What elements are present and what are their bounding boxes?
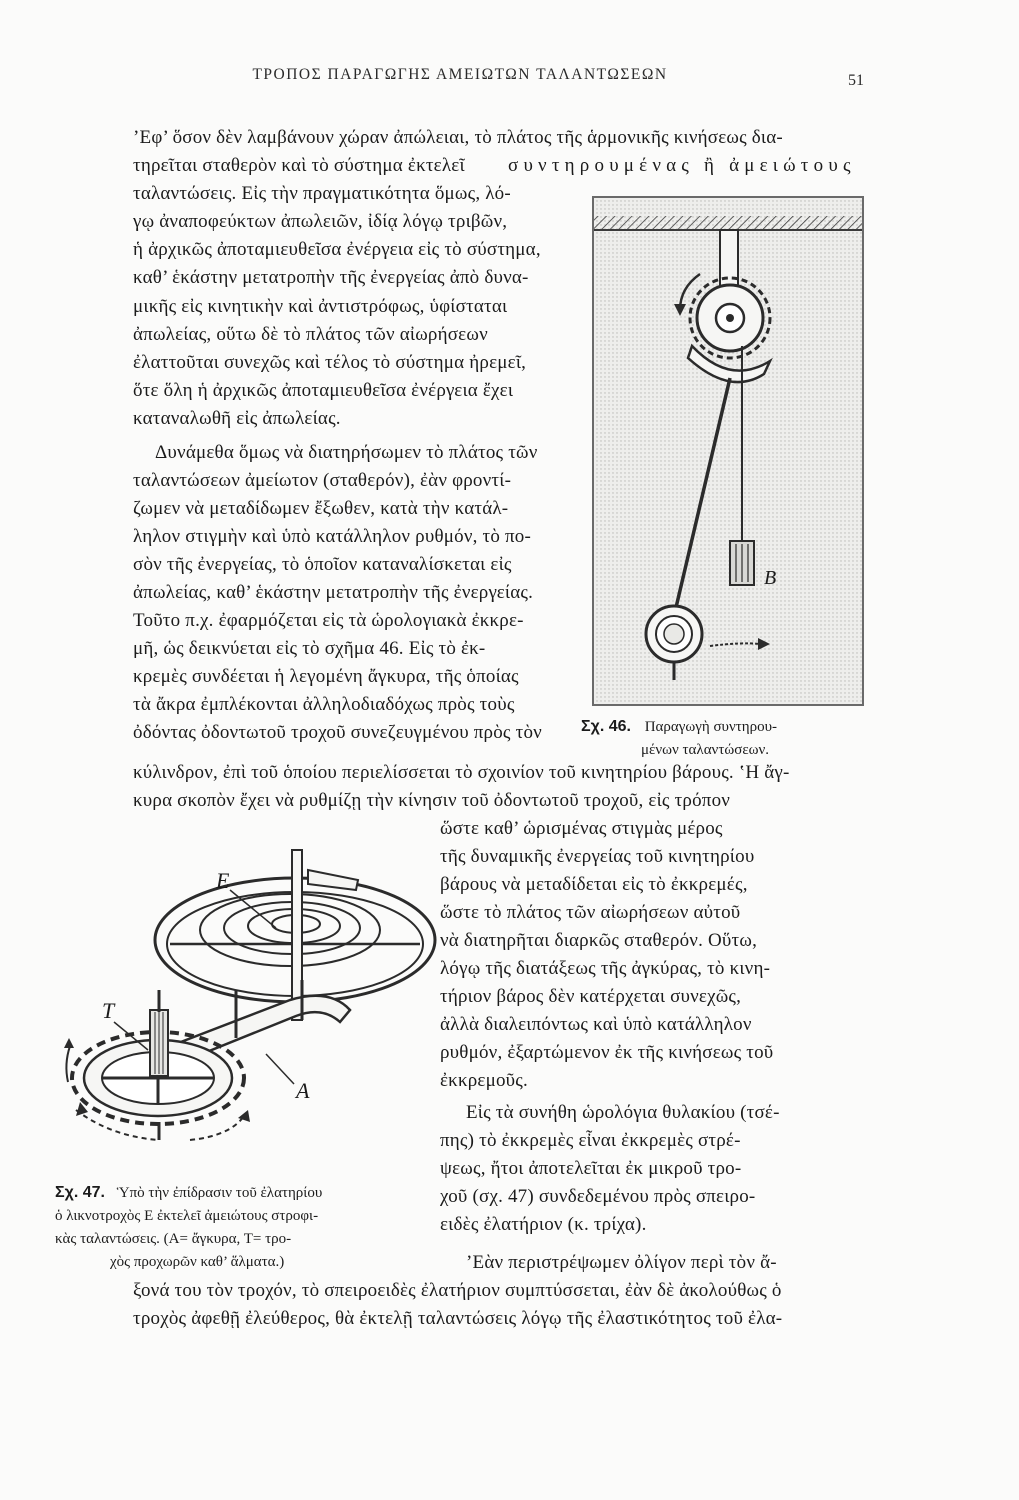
text-line: τηρεῖται σταθερὸν καὶ τὸ σύστημα ἐκτελεῖ [133,155,465,176]
text-line: ὀδόντας ὀδοντωτοῦ τροχοῦ συνεζευγμένου πρὸς τὸν [133,722,542,743]
text-line: νὰ διατηρῆται διαρκῶς σταθερόν. Οὕτω, [440,930,758,951]
text-line: τὰ ἄκρα ἐμπλέκονται ἀλληλοδιαδόχως πρὸς τοὺς [133,694,515,715]
text-line: γῳ ἀναποφεύκτων ἀπωλειῶν, ἰδίᾳ λόγῳ τριβῶν, [133,211,508,232]
text-line: ἀπωλείας, καθ’ ἑκάστην μετατροπὴν τῆς ἐνεργείας. [133,582,534,603]
text-line: Δυνάμεθα ὅμως νὰ διατηρήσωμεν τὸ πλάτος τῶν [155,442,538,463]
text-line: ταλαντώσεων ἀμείωτον (σταθερόν), ἐὰν φροντί- [133,470,512,491]
anchor-label: A [296,1078,310,1103]
text-line-emphasis: συντηρουμένας ἢ ἀμειώτους [508,155,856,176]
spring-label: E [216,868,230,893]
figure-46-number: Σχ. 46. [581,718,631,735]
figure-46-caption-line-1: Παραγωγὴ συντηρου- [644,719,778,735]
text-line: πης) τὸ ἐκκρεμὲς εἶναι ἐκκρεμὲς στρέ- [440,1130,741,1151]
weight-label: B [764,567,777,589]
text-line: μικῆς εἰς κινητικὴν καὶ ἀντιστρόφως, ὑφίσταται [133,296,508,317]
text-line: Εἰς τὰ συνήθη ὡρολόγια θυλακίου (τσέ- [466,1102,780,1123]
text-line: κύλινδρον, ἐπὶ τοῦ ὁποίου περιελίσσεται τὸ σχοινίον τοῦ κινητηρίου βάρους. ‛Η ἄγ- [133,762,790,783]
text-line: ὥστε καθ’ ὡρισμένας στιγμὰς μέρος [440,818,723,839]
figure-46-pendulum [592,196,864,706]
text-line: ἐλαττοῦται συνεχῶς καὶ τέλος τὸ σύστημα ἠρεμεῖ, [133,352,527,373]
text-line: μῆ, ὡς δεικνύεται εἰς τὸ σχῆμα 46. Εἰς τὸ ἐκ- [133,638,486,659]
figure-47-caption-line-3: κὰς ταλαντώσεις. (Α= ἄγκυρα, Τ= τρο- [55,1231,292,1247]
text-line: χοῦ (σχ. 47) συνδεδεμένου πρὸς σπειρο- [440,1186,756,1207]
figure-47-caption-line-1: Ὑπὸ τὴν ἐπίδρασιν τοῦ ἐλατηρίου [116,1185,323,1201]
text-line: κυρα σκοπὸν ἔχει νὰ ρυθμίζῃ τὴν κίνησιν τοῦ ὀδοντωτοῦ τροχοῦ, εἰς τρόπον [133,790,731,811]
text-line: λόγῳ τῆς διατάξεως τῆς ἀγκύρας, τὸ κινη- [440,958,771,979]
text-line: ἀλλὰ διαλειπόντως καὶ ὑπὸ κατάλληλον [440,1014,752,1035]
text-line: κρεμὲς συνδέεται ἡ λεγομένη ἄγκυρα, τῆς ὁποίας [133,666,519,687]
text-line: ταλαντώσεις. Εἰς τὴν πραγματικότητα ὅμως, λό- [133,183,511,204]
text-line: ειδὲς ἐλατήριον (κ. τρίχα). [440,1214,647,1235]
pendulum-illustration [592,196,864,706]
text-line: ’Εφ’ ὅσον δὲν λαμβάνουν χώραν ἀπώλειαι, τὸ πλάτος τῆς ἁρμονικῆς κινήσεως δια- [133,127,783,148]
text-line: ὥστε τὸ πλάτος τῶν αἰωρήσεων αὐτοῦ [440,902,741,923]
text-line: σὸν τῆς ἐνεργείας, τὸ ὁποῖον καταναλίσκεται εἰς [133,554,512,575]
page-number: 51 [848,72,864,89]
text-line: ρυθμόν, ἐξαρτώμενον ἐκ τῆς κινήσεως τοῦ [440,1042,774,1063]
text-line: ’Εὰν περιστρέψωμεν ὀλίγον περὶ τὸν ἄ- [466,1252,777,1273]
text-line: ἀπωλείας, οὕτω δὲ τὸ πλάτος τῶν αἰωρήσεων [133,324,488,345]
text-line: ληλον στιγμὴν καὶ ὑπὸ κατάλληλον ρυθμόν, τὸ πο- [133,526,532,547]
text-line: τροχὸς ἀφεθῇ ἐλεύθερος, θὰ ἐκτελῇ ταλαντώσεις λόγῳ τῆς ἐλαστικότητος τοῦ ἐλα- [133,1308,783,1329]
text-line: ἡ ἀρχικῶς ἀποταμιευθεῖσα ἐνέργεια εἰς τὸ σύστημα, [133,239,541,260]
text-line: τήριον βάρος δὲν κατέρχεται συνεχῶς, [440,986,742,1007]
balance-wheel-illustration [40,840,455,1175]
wheel-label: T [102,998,115,1023]
rotation-arrow [66,1046,70,1082]
figure-47-number: Σχ. 47. [55,1184,105,1201]
figure-47-caption-line-4: χὸς προχωρῶν καθ’ ἅλματα.) [110,1254,285,1270]
text-line: ἐκκρεμοῦς. [440,1070,528,1091]
text-line: ὅτε ὅλη ἡ ἀρχικῶς ἀποταμιευθεῖσα ἐνέργεια ἔχει [133,380,514,401]
text-line: τῆς δυναμικῆς ἐνεργείας τοῦ κινητηρίου [440,846,755,867]
figure-47-caption [55,1182,322,1204]
text-line: καταναλωθῆ εἰς ἀπωλείας. [133,408,341,429]
ceiling-hatch [594,216,862,230]
text-line: Τοῦτο π.χ. ἐφαρμόζεται εἰς τὰ ὡρολογιακὰ ἐκκρε- [133,610,524,631]
figure-46-caption [581,716,777,738]
running-head: ΤΡΟΠΟΣ ΠΑΡΑΓΩΓΗΣ ΑΜΕΙΩΤΩΝ ΤΑΛΑΝΤΩΣΕΩΝ [252,66,668,83]
text-line: ξονά του τὸν τροχόν, τὸ σπειροειδὲς ἐλατήριον συμπτύσσεται, ἐὰν δὲ ἀκολούθως ὁ [133,1280,782,1301]
text-line: βάρους νὰ μεταδίδεται εἰς τὸ ἐκκρεμές, [440,874,748,895]
text-line: καθ’ ἑκάστην μετατροπὴν τῆς ἐνεργείας ἀπὸ δυνα- [133,267,529,288]
figure-46-caption-line-2: μένων ταλαντώσεων. [641,742,770,758]
text-line: ζωμεν νὰ μεταδίδωμεν ἔξωθεν, κατὰ τὴν κατάλ- [133,498,509,519]
hairspring [200,894,380,966]
text-line: ψεως, ἤτοι ἀποτελεῖται ἐκ μικροῦ τρο- [440,1158,742,1179]
figure-47-caption-line-2: ὁ λικνοτροχὸς Ε ἐκτελεῖ ἀμειώτους στροφι- [55,1208,319,1224]
figure-47-balance-wheel [40,840,455,1175]
